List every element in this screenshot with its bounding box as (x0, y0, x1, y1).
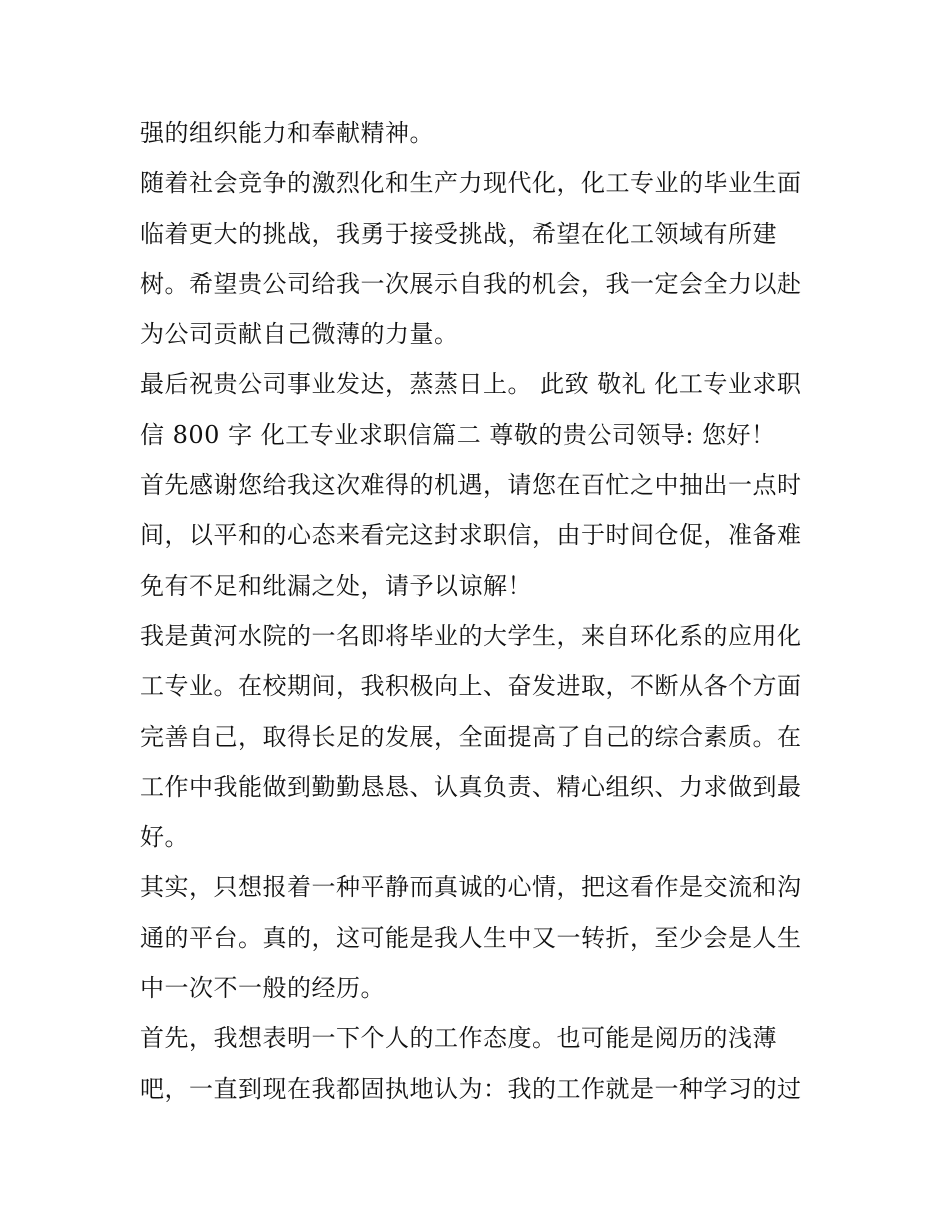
text-line: 好。 (140, 823, 189, 852)
text-line: 最后祝贵公司事业发达，蒸蒸日上。 此致 敬礼 化工专业求职 (140, 370, 802, 399)
text-line: 免有不足和纰漏之处，请予以谅解！ (140, 571, 532, 600)
text-line: 首先，我想表明一下个人的工作态度。也可能是阅历的浅薄 (140, 1024, 777, 1053)
text-line: 树。希望贵公司给我一次展示自我的机会，我一定会全力以赴 (140, 269, 802, 298)
text-line: 间，以平和的心态来看完这封求职信，由于时间仓促，准备难 (140, 521, 802, 550)
text-line: 临着更大的挑战，我勇于接受挑战，希望在化工领域有所建 (140, 219, 777, 248)
text-line: 中一次不一般的经历。 (140, 974, 385, 1003)
text-line: 强的组织能力和奉献精神。 (140, 119, 434, 147)
text-line: 我是黄河水院的一名即将毕业的大学生，来自环化系的应用化 (140, 621, 802, 650)
text-line: 其实，只想报着一种平静而真诚的心情，把这看作是交流和沟 (140, 873, 802, 902)
text-line: 完善自己，取得长足的发展，全面提高了自己的综合素质。在 (140, 722, 802, 751)
text-line: 为公司贡献自己微薄的力量。 (140, 320, 459, 349)
body-text (140, 108, 820, 1114)
text-line: 工专业。在校期间，我积极向上、奋发进取，不断从各个方面 (140, 672, 802, 701)
text-line: 通的平台。真的，这可能是我人生中又一转折，至少会是人生 (140, 923, 802, 952)
text-line: 随着社会竞争的激烈化和生产力现代化，化工专业的毕业生面 (140, 169, 802, 198)
text-line: 工作中我能做到勤勤恳恳、认真负责、精心组织、力求做到最 (140, 772, 802, 801)
text-line: 首先感谢您给我这次难得的机遇，请您在百忙之中抽出一点时 (140, 471, 802, 500)
text-line: 信 800 字 化工专业求职信篇二 尊敬的贵公司领导: 您好！ (140, 420, 776, 449)
text-line: 吧，一直到现在我都固执地认为：我的工作就是一种学习的过 (140, 1074, 802, 1103)
